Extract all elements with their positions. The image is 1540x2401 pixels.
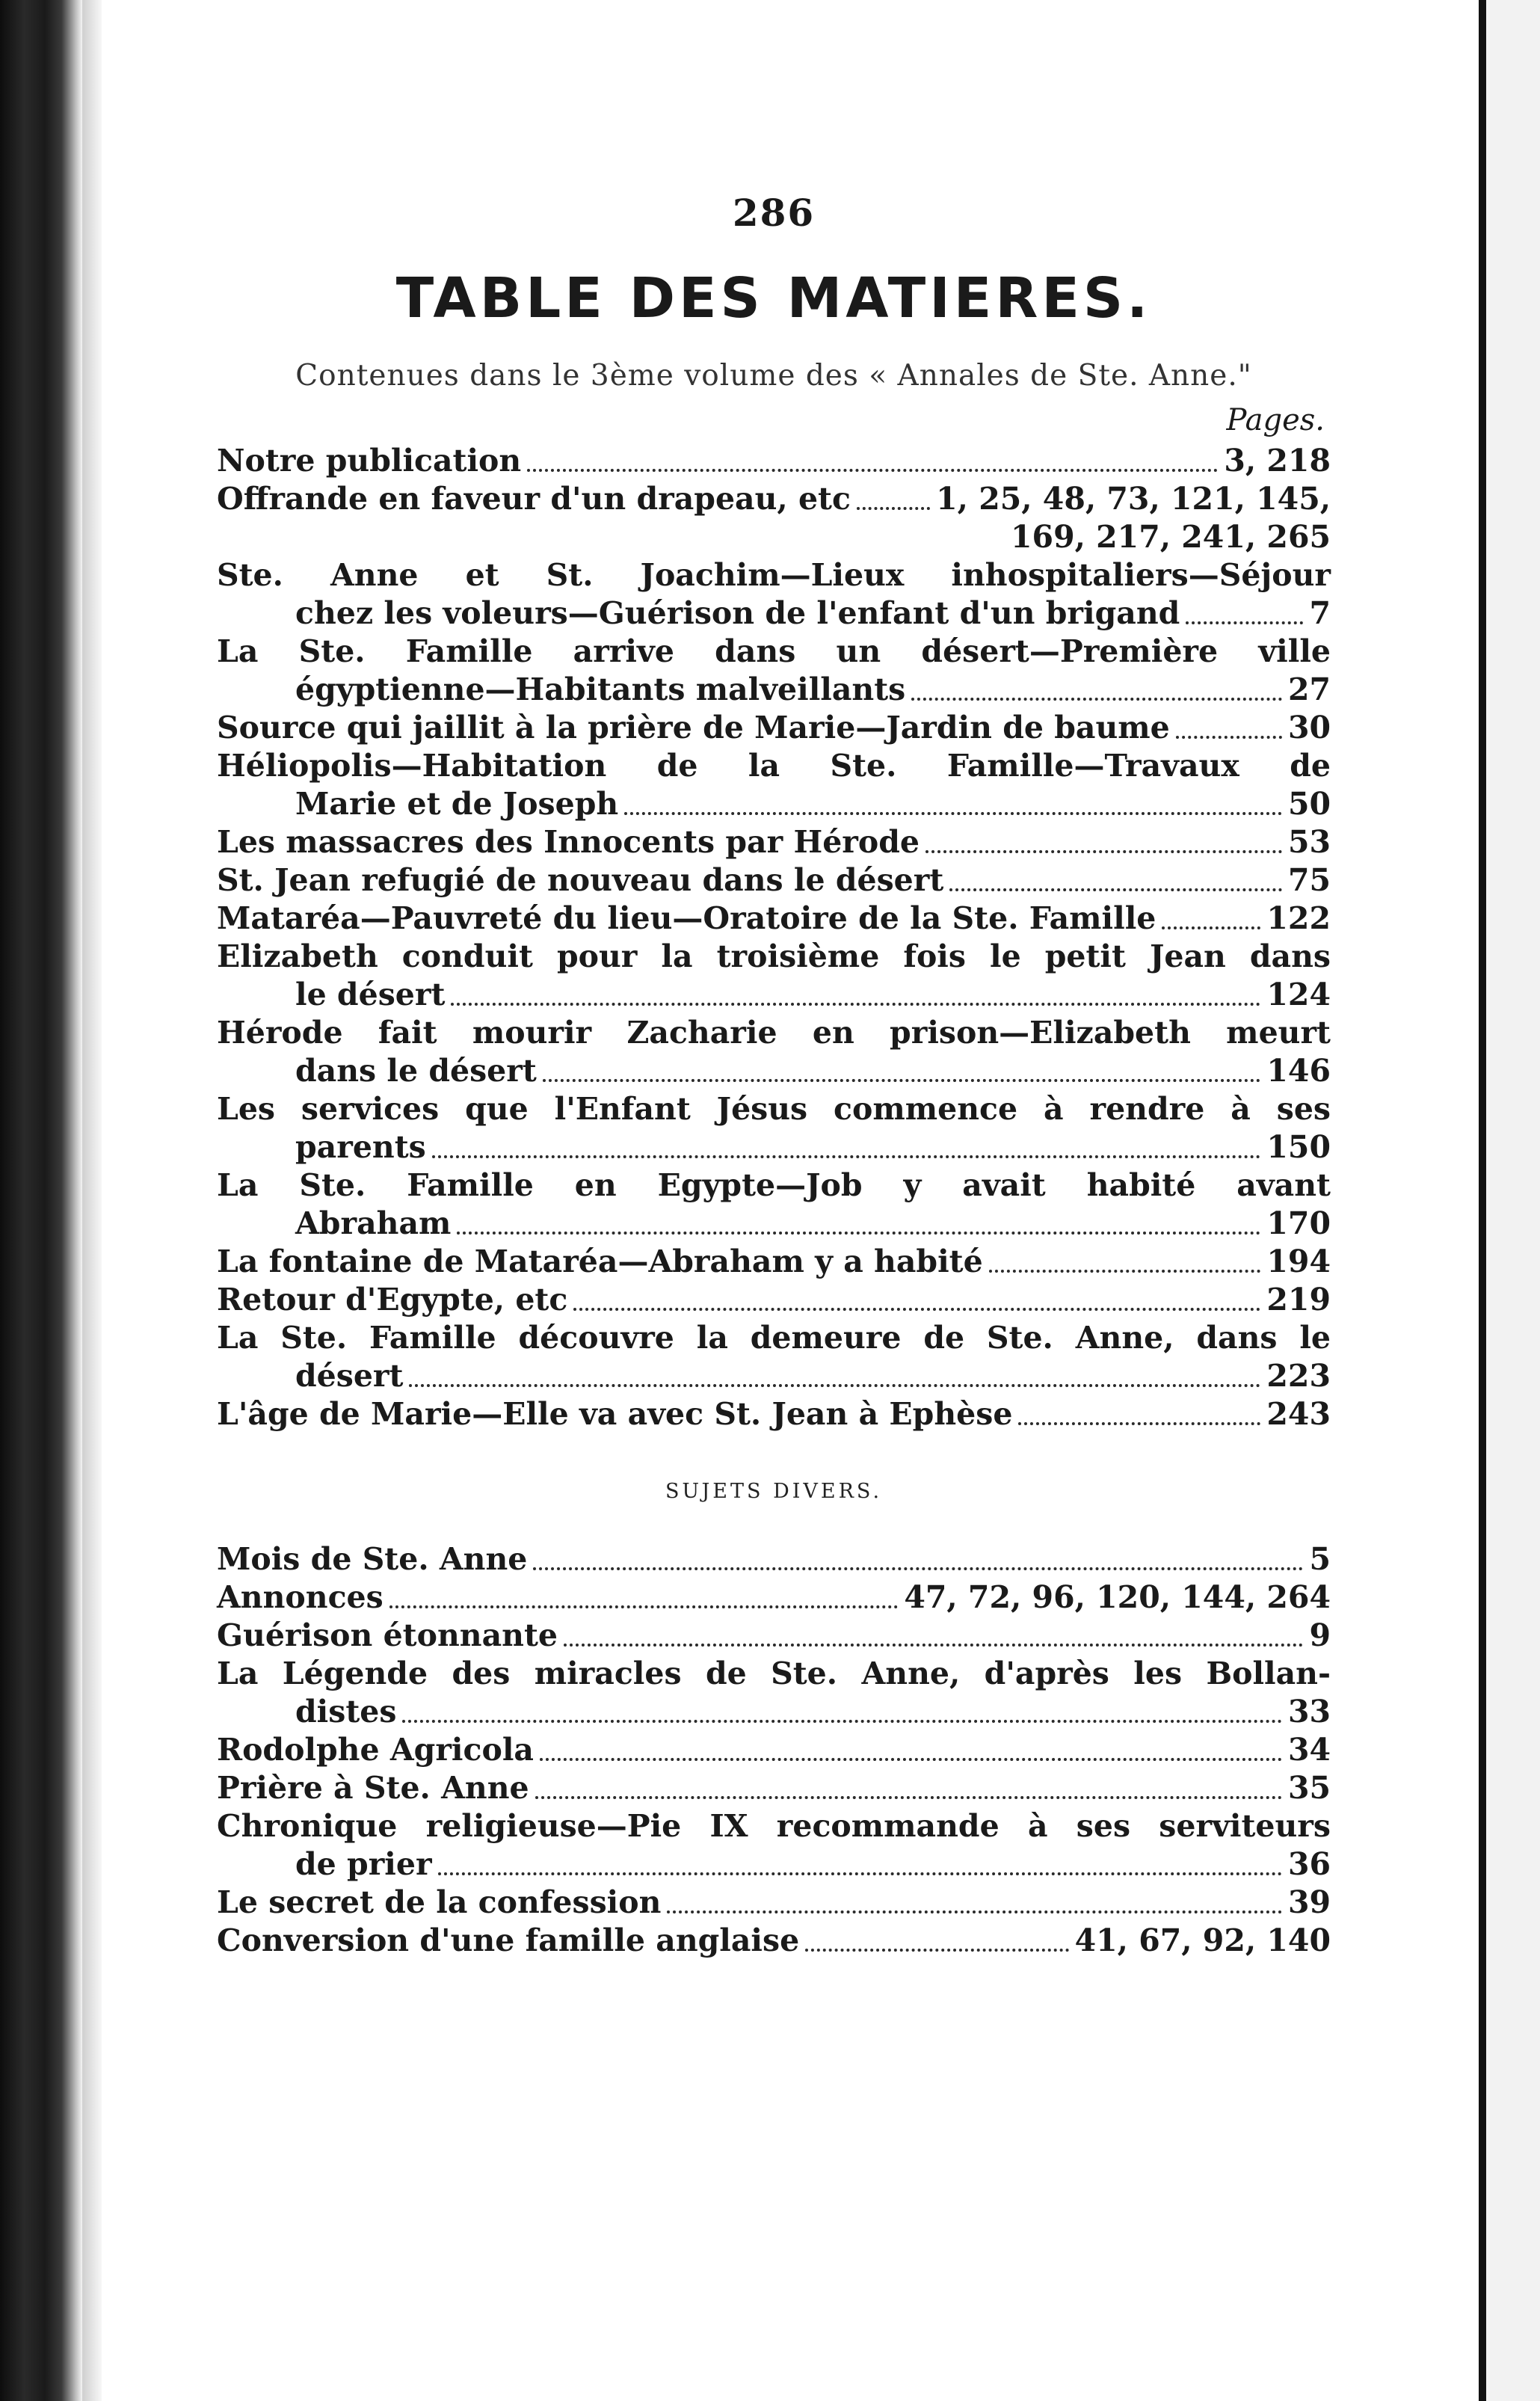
entry-text-line: Le secret de la confession: [217, 1884, 662, 1920]
entry-text-line: Marie et de Joseph: [295, 786, 619, 822]
entry-page-numbers: 7: [1309, 595, 1331, 631]
document-page: [217, 191, 1331, 1960]
entry-text-line: Elizabeth conduit pour la troisième fois le petit Jean dans: [217, 938, 1331, 974]
entry-final-line: [217, 1205, 1331, 1243]
entry-final-line: [217, 1357, 1331, 1395]
dot-leader: [402, 1720, 1282, 1723]
section-heading-sujets-divers: SUJETS DIVERS.: [665, 1480, 883, 1503]
dot-leader: [535, 1796, 1282, 1799]
entry-text-line: La fontaine de Mataréa—Abraham y a habité: [217, 1243, 983, 1279]
dot-leader: [573, 1308, 1260, 1311]
dot-leader: [925, 850, 1282, 853]
entry-text-line: Retour d'Egypte, etc: [217, 1282, 568, 1318]
entry-page-numbers: 223: [1266, 1358, 1331, 1394]
entry-text-line: La Ste. Famille en Egypte—Job y avait habité avant: [217, 1167, 1331, 1203]
entry-page-numbers: 53: [1287, 824, 1331, 860]
entry-final-line: [217, 1578, 1331, 1617]
entry-page-numbers: 47, 72, 96, 120, 144, 264: [904, 1579, 1331, 1615]
toc-entry: [217, 1922, 1331, 1960]
toc-entry: [217, 1731, 1331, 1769]
toc-entry: [217, 1617, 1331, 1655]
page-number: 286: [732, 191, 816, 235]
dot-leader: [949, 888, 1282, 891]
dot-leader: [451, 1003, 1260, 1006]
pages-column-label: Pages.: [1226, 403, 1325, 437]
entry-page-numbers: 124: [1266, 977, 1331, 1012]
dot-leader: [438, 1872, 1282, 1875]
entry-final-line: [217, 1540, 1331, 1578]
dot-leader: [1176, 736, 1282, 739]
entry-page-numbers: 243: [1266, 1396, 1331, 1432]
entry-page-numbers: 3, 218: [1224, 443, 1331, 479]
dot-leader: [1018, 1422, 1260, 1425]
entry-text-line: La Ste. Famille arrive dans un désert—Première ville: [217, 633, 1331, 669]
entry-final-line: [217, 709, 1331, 747]
entry-text-line: de prier: [295, 1846, 432, 1882]
page-title: TABLE DES MATIERES.: [395, 266, 1152, 331]
dot-leader: [540, 1758, 1282, 1761]
dot-leader: [409, 1384, 1260, 1387]
table-of-contents-divers: [217, 1540, 1331, 1960]
entry-page-numbers: 122: [1266, 900, 1331, 936]
entry-text-line: Chronique religieuse—Pie IX recommande à ses serviteurs: [217, 1808, 1331, 1844]
page-edge-rule: [1479, 0, 1486, 2401]
dot-leader: [543, 1079, 1261, 1082]
toc-entry: [217, 938, 1331, 1014]
entry-page-numbers: 41, 67, 92, 140: [1074, 1922, 1331, 1958]
dot-leader: [624, 812, 1282, 815]
entry-page-numbers: 5: [1309, 1541, 1331, 1577]
toc-entry: [217, 1540, 1331, 1578]
binding-edge: [82, 0, 102, 2401]
entry-text-line: désert: [295, 1358, 404, 1394]
toc-entry: [217, 1578, 1331, 1617]
entry-text-line: le désert: [295, 977, 446, 1012]
entry-final-line: [217, 1731, 1331, 1769]
entry-page-numbers: 194: [1266, 1243, 1331, 1279]
toc-entry: [217, 556, 1331, 633]
dot-leader: [805, 1949, 1068, 1952]
toc-entry: [217, 1090, 1331, 1166]
entry-text-line: La Légende des miracles de Ste. Anne, d'après les Bollan-: [217, 1656, 1331, 1691]
dot-leader: [564, 1644, 1303, 1647]
entry-final-line: [217, 823, 1331, 861]
entry-page-numbers: 39: [1287, 1884, 1331, 1920]
entry-final-line: [217, 1395, 1331, 1433]
entry-text-line: Mataréa—Pauvreté du lieu—Oratoire de la Ste. Famille: [217, 900, 1156, 936]
entry-page-numbers: 35: [1287, 1770, 1331, 1806]
entry-text-line: La Ste. Famille découvre la demeure de Ste. Anne, dans le: [217, 1320, 1331, 1356]
toc-entry: [217, 1655, 1331, 1731]
entry-text-line: Rodolphe Agricola: [217, 1732, 534, 1768]
subtitle: Contenues dans le 3ème volume des « Annales de Ste. Anne.": [295, 359, 1252, 393]
right-margin: [1486, 0, 1540, 2401]
toc-entry: [217, 1014, 1331, 1090]
entry-text-line: Héliopolis—Habitation de la Ste. Famille—Travaux de: [217, 748, 1331, 784]
entry-text-line: Guérison étonnante: [217, 1617, 558, 1653]
entry-final-line: [217, 1884, 1331, 1922]
entry-text-line: égyptienne—Habitants malveillants: [295, 671, 906, 707]
entry-text-line: Source qui jaillit à la prière de Marie—Jardin de baume: [217, 710, 1170, 745]
entry-final-line: [217, 1128, 1331, 1166]
entry-final-line: [217, 594, 1331, 633]
entry-text-line: Abraham: [295, 1205, 452, 1241]
entry-page-numbers: 27: [1287, 671, 1331, 707]
entry-page-numbers: 50: [1287, 786, 1331, 822]
entry-page-numbers: 33: [1287, 1694, 1331, 1730]
dot-leader: [1162, 926, 1260, 929]
entry-final-line: [217, 671, 1331, 709]
dot-leader: [989, 1270, 1261, 1273]
entry-text-line: chez les voleurs—Guérison de l'enfant d'un brigand: [295, 595, 1180, 631]
entry-page-numbers: 150: [1266, 1129, 1331, 1165]
entry-final-line: [217, 442, 1331, 480]
entry-text-line: Les services que l'Enfant Jésus commence à rendre à ses: [217, 1091, 1331, 1127]
entry-final-line: [217, 1243, 1331, 1281]
entry-text-line: Annonces: [217, 1579, 384, 1615]
entry-text-line: L'âge de Marie—Elle va avec St. Jean à Ephèse: [217, 1396, 1013, 1432]
book-binding: [0, 0, 82, 2401]
entry-text-line: parents: [295, 1129, 426, 1165]
entry-page-numbers: 36: [1287, 1846, 1331, 1882]
toc-entry: [217, 633, 1331, 709]
entry-final-line: [217, 1281, 1331, 1319]
entry-final-line: [217, 785, 1331, 823]
entry-final-line: [217, 861, 1331, 900]
toc-entry: [217, 1395, 1331, 1433]
dot-leader: [533, 1567, 1303, 1570]
toc-entry: [217, 823, 1331, 861]
toc-entry: [217, 1884, 1331, 1922]
entry-page-numbers: 30: [1287, 710, 1331, 745]
entry-text-line: Ste. Anne et St. Joachim—Lieux inhospitaliers—Séjour: [217, 557, 1331, 593]
entry-text-line: Offrande en faveur d'un drapeau, etc: [217, 481, 851, 517]
dot-leader: [667, 1910, 1282, 1913]
table-of-contents: [217, 442, 1331, 1433]
dot-leader: [389, 1605, 899, 1608]
dot-leader: [432, 1155, 1261, 1158]
dot-leader: [527, 469, 1218, 472]
toc-entry: [217, 1166, 1331, 1243]
entry-final-line: [217, 900, 1331, 938]
dot-leader: [911, 698, 1282, 701]
toc-entry: [217, 480, 1331, 556]
toc-entry: [217, 1807, 1331, 1884]
toc-entry: [217, 1281, 1331, 1319]
entry-page-numbers: 170: [1266, 1205, 1331, 1241]
entry-final-line: [217, 1769, 1331, 1807]
dot-leader: [857, 507, 930, 510]
dot-leader: [457, 1232, 1260, 1235]
entry-final-line: [217, 976, 1331, 1014]
entry-text-line: Notre publication: [217, 443, 522, 479]
toc-entry: [217, 747, 1331, 823]
entry-final-line: [217, 1922, 1331, 1960]
toc-entry: [217, 861, 1331, 900]
entry-text-line: Prière à Ste. Anne: [217, 1770, 529, 1806]
entry-text-line: Hérode fait mourir Zacharie en prison—Elizabeth meurt: [217, 1015, 1331, 1051]
toc-entry: [217, 1243, 1331, 1281]
entry-final-line: [217, 480, 1331, 518]
entry-page-numbers: 34: [1287, 1732, 1331, 1768]
entry-page-numbers: 75: [1287, 862, 1331, 898]
entry-page-numbers: 1, 25, 48, 73, 121, 145,: [936, 481, 1331, 517]
entry-final-line: [217, 1845, 1331, 1884]
entry-text-line: distes: [295, 1694, 397, 1730]
toc-entry: [217, 1319, 1331, 1395]
entry-final-line: [217, 1693, 1331, 1731]
entry-text-line: Conversion d'une famille anglaise: [217, 1922, 800, 1958]
entry-page-numbers: 146: [1266, 1053, 1331, 1089]
entry-page-numbers-continued: 169, 217, 241, 265: [1011, 519, 1331, 555]
entry-text-line: dans le désert: [295, 1053, 537, 1089]
entry-text-line: St. Jean refugié de nouveau dans le désert: [217, 862, 944, 898]
toc-entry: [217, 442, 1331, 480]
entry-text-line: Mois de Ste. Anne: [217, 1541, 528, 1577]
entry-page-numbers: 219: [1266, 1282, 1331, 1318]
dot-leader: [1186, 621, 1303, 624]
entry-final-line: [217, 1052, 1331, 1090]
entry-page-numbers: 9: [1309, 1617, 1331, 1653]
toc-entry: [217, 709, 1331, 747]
toc-entry: [217, 1769, 1331, 1807]
entry-text-line: Les massacres des Innocents par Hérode: [217, 824, 920, 860]
toc-entry: [217, 900, 1331, 938]
entry-final-line: [217, 1617, 1331, 1655]
